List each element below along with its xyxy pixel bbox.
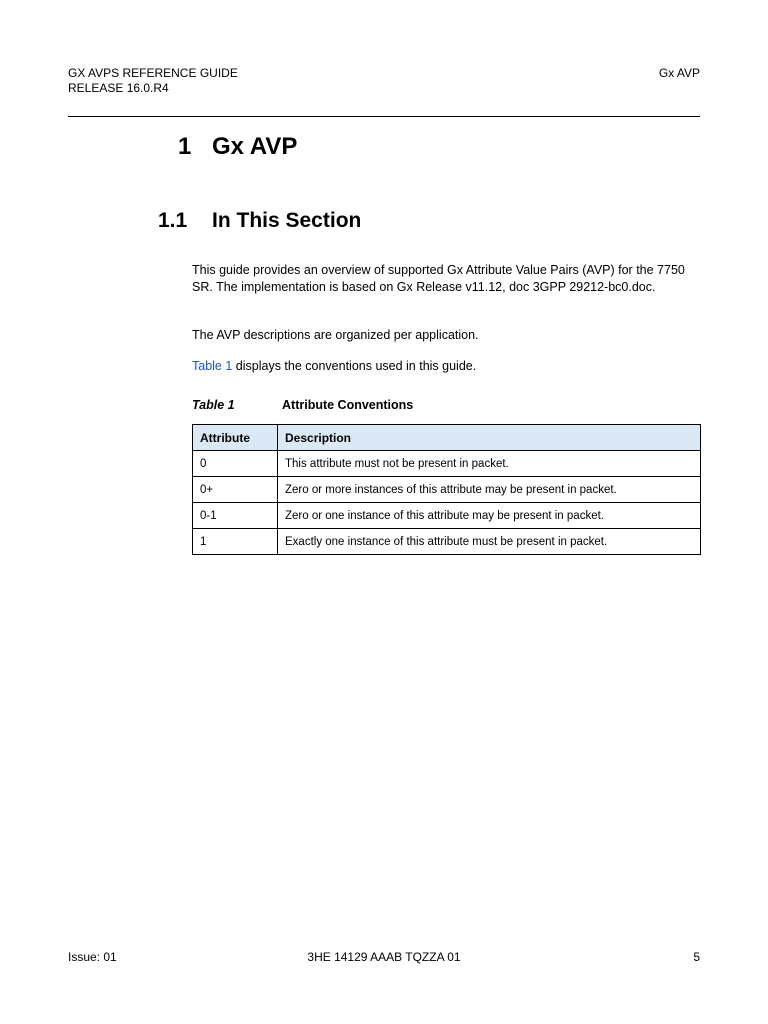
table-row (193, 451, 701, 477)
attribute-cell: 0+ (193, 477, 278, 503)
description-cell: This attribute must not be present in packet. (278, 451, 701, 477)
section-heading (158, 207, 361, 235)
column-header-description: Description (278, 425, 701, 451)
description-cell: Zero or more instances of this attribute may be present in packet. (278, 477, 701, 503)
table-reference-paragraph (192, 358, 704, 375)
table-caption-title: Attribute Conventions (282, 398, 414, 412)
attribute-cell: 0-1 (193, 503, 278, 529)
footer-issue: Issue: 01 (68, 950, 117, 964)
footer-page-number: 5 (693, 950, 700, 964)
column-header-attribute: Attribute (193, 425, 278, 451)
table-header-row (193, 425, 701, 451)
description-cell: Zero or one instance of this attribute may be present in packet. (278, 503, 701, 529)
description-cell: Exactly one instance of this attribute must be present in packet. (278, 529, 701, 555)
attribute-cell: 0 (193, 451, 278, 477)
section-number: 1.1 (158, 209, 188, 232)
intro-paragraph: This guide provides an overview of supported Gx Attribute Value Pairs (AVP) for the 7750 SR. The implementation is based on Gx Release v11.12, doc 3GPP 29212-bc0.doc. (192, 263, 685, 294)
table-reference-text: displays the conventions used in this guide. (232, 359, 477, 373)
guide-title: GX AVPS REFERENCE GUIDE (68, 66, 238, 80)
table-row (193, 477, 701, 503)
attribute-cell: 1 (193, 529, 278, 555)
table-row (193, 503, 701, 529)
release-label: RELEASE 16.0.R4 (68, 81, 169, 95)
chapter-title: Gx AVP (212, 133, 298, 160)
running-header-chapter: Gx AVP (658, 66, 700, 80)
table-1-link[interactable]: Table 1 (192, 359, 233, 373)
table-caption (192, 397, 413, 414)
running-header-left (68, 66, 238, 96)
attribute-conventions-table (192, 424, 701, 555)
header-divider (68, 116, 700, 117)
table-row (193, 529, 701, 555)
chapter-number: 1 (178, 133, 192, 160)
chapter-heading (178, 132, 297, 162)
section-title: In This Section (212, 209, 362, 232)
footer-doc-number: 3HE 14129 AAAB TQZZA 01 (307, 950, 461, 964)
table-caption-number: Table 1 (192, 398, 235, 412)
organization-paragraph: The AVP descriptions are organized per application. (192, 328, 479, 342)
